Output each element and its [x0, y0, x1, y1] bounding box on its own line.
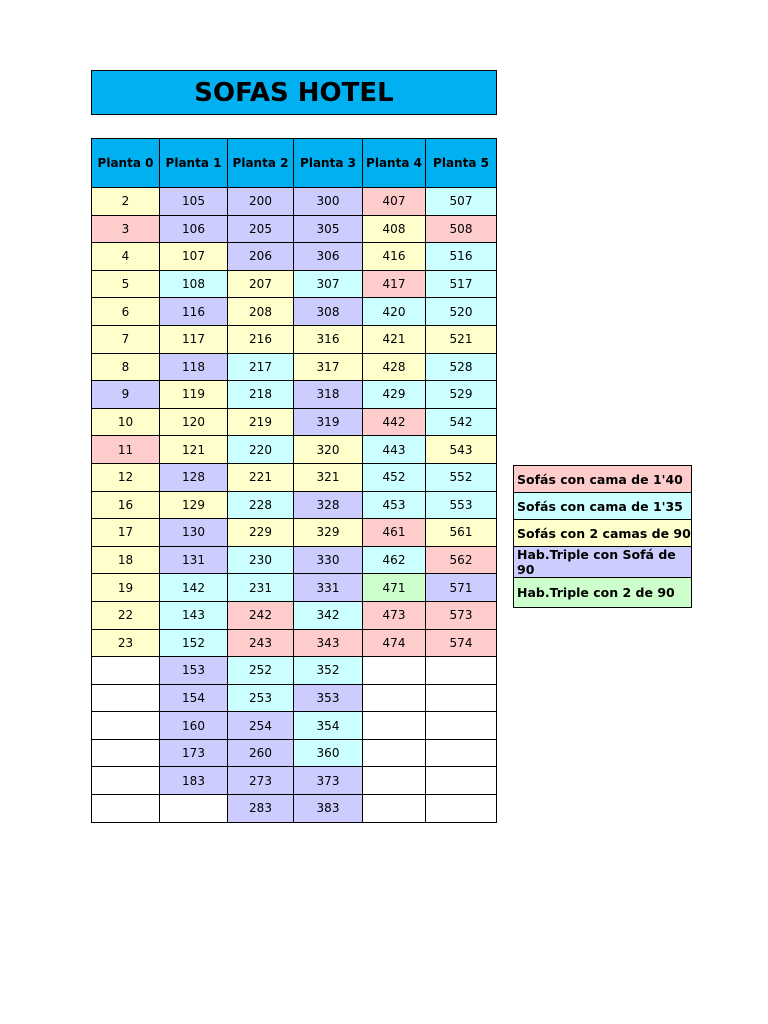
- room-cell: 6: [92, 298, 160, 326]
- room-cell: [363, 712, 426, 740]
- room-cell: 343: [294, 629, 363, 657]
- table-row: [92, 325, 497, 353]
- room-cell: 173: [160, 739, 228, 767]
- header-row: [92, 139, 497, 188]
- room-cell: [363, 739, 426, 767]
- column-header: Planta 1: [160, 139, 228, 188]
- room-cell: 571: [426, 574, 497, 602]
- room-cell: 243: [228, 629, 294, 657]
- room-cell: 528: [426, 353, 497, 381]
- room-cell: 142: [160, 574, 228, 602]
- room-cell: 273: [228, 767, 294, 795]
- room-cell: 416: [363, 243, 426, 271]
- room-cell: 207: [228, 270, 294, 298]
- room-cell: 317: [294, 353, 363, 381]
- room-cell: 352: [294, 657, 363, 685]
- room-cell: 562: [426, 546, 497, 574]
- room-cell: 121: [160, 436, 228, 464]
- room-cell: 420: [363, 298, 426, 326]
- room-cell: 216: [228, 325, 294, 353]
- room-cell: 354: [294, 712, 363, 740]
- room-cell: 253: [228, 684, 294, 712]
- room-cell: 283: [228, 795, 294, 823]
- table-row: [92, 381, 497, 409]
- room-cell: [92, 739, 160, 767]
- room-cell: [363, 657, 426, 685]
- room-cell: 152: [160, 629, 228, 657]
- room-cell: 452: [363, 463, 426, 491]
- room-cell: 221: [228, 463, 294, 491]
- legend-body: [514, 466, 692, 608]
- room-cell: 7: [92, 325, 160, 353]
- room-cell: 517: [426, 270, 497, 298]
- room-cell: 508: [426, 215, 497, 243]
- room-cell: 407: [363, 188, 426, 216]
- room-cell: 2: [92, 188, 160, 216]
- room-cell: 260: [228, 739, 294, 767]
- room-cell: [426, 795, 497, 823]
- room-cell: 462: [363, 546, 426, 574]
- room-cell: 160: [160, 712, 228, 740]
- table-row: [92, 712, 497, 740]
- legend-row: [514, 466, 692, 493]
- room-cell: 306: [294, 243, 363, 271]
- room-cell: 428: [363, 353, 426, 381]
- room-cell: 507: [426, 188, 497, 216]
- table-row: [92, 795, 497, 823]
- room-cell: [160, 795, 228, 823]
- legend-row: [514, 493, 692, 520]
- room-cell: [426, 712, 497, 740]
- legend-row: [514, 547, 692, 578]
- room-cell: 305: [294, 215, 363, 243]
- table-row: [92, 188, 497, 216]
- room-cell: 353: [294, 684, 363, 712]
- legend-item: Sofás con 2 camas de 90: [514, 520, 692, 547]
- legend-item: Sofás con cama de 1'35: [514, 493, 692, 520]
- room-cell: 342: [294, 601, 363, 629]
- room-cell: 154: [160, 684, 228, 712]
- room-cell: 252: [228, 657, 294, 685]
- room-cell: 219: [228, 408, 294, 436]
- room-cell: [92, 657, 160, 685]
- room-cell: 22: [92, 601, 160, 629]
- room-cell: 461: [363, 519, 426, 547]
- room-cell: 117: [160, 325, 228, 353]
- page-title: SOFAS HOTEL: [91, 70, 497, 115]
- room-cell: 108: [160, 270, 228, 298]
- room-cell: 230: [228, 546, 294, 574]
- room-cell: 373: [294, 767, 363, 795]
- room-cell: 5: [92, 270, 160, 298]
- table-row: [92, 574, 497, 602]
- room-cell: 421: [363, 325, 426, 353]
- room-cell: 516: [426, 243, 497, 271]
- room-cell: 453: [363, 491, 426, 519]
- room-cell: 228: [228, 491, 294, 519]
- rooms-table-header: [92, 139, 497, 188]
- room-cell: 4: [92, 243, 160, 271]
- table-row: [92, 546, 497, 574]
- room-cell: 153: [160, 657, 228, 685]
- table-row: [92, 491, 497, 519]
- room-cell: 443: [363, 436, 426, 464]
- room-cell: 105: [160, 188, 228, 216]
- room-cell: 118: [160, 353, 228, 381]
- room-cell: 521: [426, 325, 497, 353]
- column-header: Planta 2: [228, 139, 294, 188]
- room-cell: 128: [160, 463, 228, 491]
- room-cell: 473: [363, 601, 426, 629]
- room-cell: 143: [160, 601, 228, 629]
- room-cell: 329: [294, 519, 363, 547]
- room-cell: 218: [228, 381, 294, 409]
- room-cell: 107: [160, 243, 228, 271]
- room-cell: 429: [363, 381, 426, 409]
- room-cell: 229: [228, 519, 294, 547]
- room-cell: 220: [228, 436, 294, 464]
- column-header: Planta 5: [426, 139, 497, 188]
- table-row: [92, 767, 497, 795]
- room-cell: 208: [228, 298, 294, 326]
- room-cell: 561: [426, 519, 497, 547]
- room-cell: 318: [294, 381, 363, 409]
- room-cell: [92, 712, 160, 740]
- table-row: [92, 298, 497, 326]
- room-cell: 8: [92, 353, 160, 381]
- room-cell: 331: [294, 574, 363, 602]
- room-cell: 9: [92, 381, 160, 409]
- room-cell: 3: [92, 215, 160, 243]
- legend-row: [514, 578, 692, 608]
- room-cell: 520: [426, 298, 497, 326]
- room-cell: 330: [294, 546, 363, 574]
- table-row: [92, 436, 497, 464]
- table-row: [92, 684, 497, 712]
- room-cell: 320: [294, 436, 363, 464]
- room-cell: 16: [92, 491, 160, 519]
- table-row: [92, 739, 497, 767]
- room-cell: 307: [294, 270, 363, 298]
- room-cell: 316: [294, 325, 363, 353]
- room-cell: 574: [426, 629, 497, 657]
- legend-row: [514, 520, 692, 547]
- room-cell: 471: [363, 574, 426, 602]
- room-cell: 130: [160, 519, 228, 547]
- room-cell: 17: [92, 519, 160, 547]
- legend-item: Hab.Triple con Sofá de 90: [514, 547, 692, 578]
- room-cell: [92, 684, 160, 712]
- table-row: [92, 215, 497, 243]
- room-cell: 129: [160, 491, 228, 519]
- rooms-table: [91, 138, 497, 823]
- room-cell: 23: [92, 629, 160, 657]
- room-cell: [426, 739, 497, 767]
- room-cell: 308: [294, 298, 363, 326]
- column-header: Planta 4: [363, 139, 426, 188]
- legend-item: Hab.Triple con 2 de 90: [514, 578, 692, 608]
- room-cell: 474: [363, 629, 426, 657]
- room-cell: 12: [92, 463, 160, 491]
- room-cell: 18: [92, 546, 160, 574]
- room-cell: 200: [228, 188, 294, 216]
- room-cell: 319: [294, 408, 363, 436]
- table-row: [92, 408, 497, 436]
- rooms-table-body: [92, 188, 497, 823]
- room-cell: 10: [92, 408, 160, 436]
- room-cell: 328: [294, 491, 363, 519]
- room-cell: 120: [160, 408, 228, 436]
- room-cell: 119: [160, 381, 228, 409]
- color-legend: [513, 465, 692, 608]
- table-row: [92, 629, 497, 657]
- room-cell: 183: [160, 767, 228, 795]
- room-cell: 116: [160, 298, 228, 326]
- room-cell: 543: [426, 436, 497, 464]
- room-cell: 106: [160, 215, 228, 243]
- room-cell: [363, 767, 426, 795]
- room-cell: 217: [228, 353, 294, 381]
- column-header: Planta 0: [92, 139, 160, 188]
- room-cell: 254: [228, 712, 294, 740]
- room-cell: 242: [228, 601, 294, 629]
- room-cell: 417: [363, 270, 426, 298]
- room-cell: [426, 657, 497, 685]
- table-row: [92, 519, 497, 547]
- room-cell: 300: [294, 188, 363, 216]
- room-cell: 573: [426, 601, 497, 629]
- room-cell: [363, 795, 426, 823]
- room-cell: [92, 767, 160, 795]
- room-cell: 553: [426, 491, 497, 519]
- room-cell: 542: [426, 408, 497, 436]
- legend-item: Sofás con cama de 1'40: [514, 466, 692, 493]
- room-cell: 206: [228, 243, 294, 271]
- table-row: [92, 270, 497, 298]
- table-row: [92, 353, 497, 381]
- room-cell: [426, 684, 497, 712]
- room-cell: [92, 795, 160, 823]
- room-cell: 131: [160, 546, 228, 574]
- room-cell: 231: [228, 574, 294, 602]
- room-cell: 442: [363, 408, 426, 436]
- table-row: [92, 463, 497, 491]
- room-cell: 360: [294, 739, 363, 767]
- table-row: [92, 657, 497, 685]
- room-cell: 11: [92, 436, 160, 464]
- room-cell: 408: [363, 215, 426, 243]
- table-row: [92, 243, 497, 271]
- room-cell: 383: [294, 795, 363, 823]
- room-cell: [426, 767, 497, 795]
- room-cell: 321: [294, 463, 363, 491]
- column-header: Planta 3: [294, 139, 363, 188]
- room-cell: 552: [426, 463, 497, 491]
- room-cell: 529: [426, 381, 497, 409]
- room-cell: 19: [92, 574, 160, 602]
- table-row: [92, 601, 497, 629]
- room-cell: 205: [228, 215, 294, 243]
- room-cell: [363, 684, 426, 712]
